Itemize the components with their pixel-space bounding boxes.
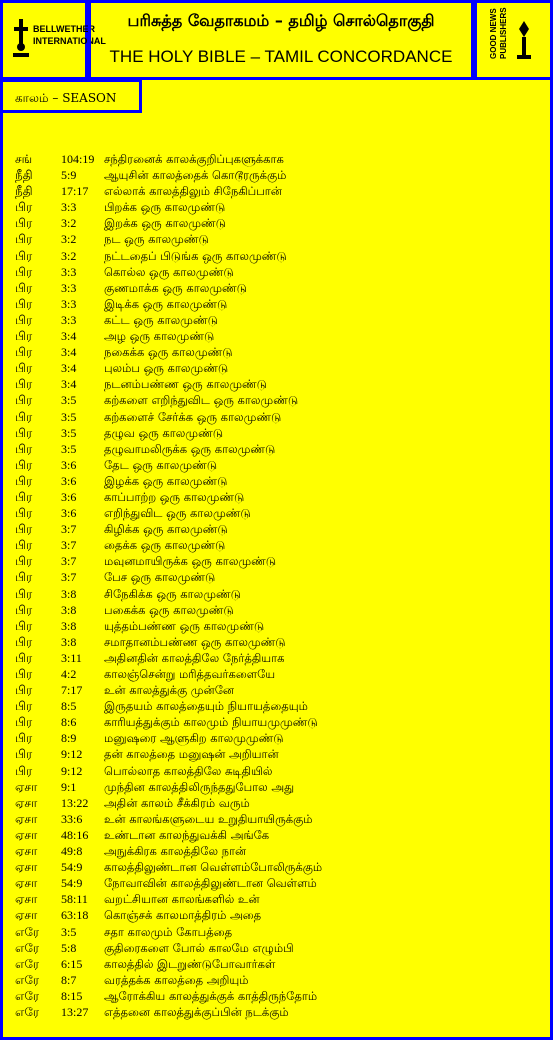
concordance-entry <box>0 167 553 183</box>
entry-reference: 7:17 <box>61 683 83 698</box>
entry-reference: 3:4 <box>61 329 77 344</box>
concordance-entry <box>0 779 553 795</box>
lamp-icon <box>11 17 31 59</box>
entry-reference: 104:19 <box>61 152 95 166</box>
concordance-entry <box>0 537 553 553</box>
entry-phrase: எல்லாக் காலத்திலும் சிநேகிப்பான் <box>104 184 282 199</box>
concordance-entry <box>0 328 553 344</box>
concordance-entry <box>0 425 553 441</box>
entry-book: பிர <box>15 296 33 311</box>
concordance-entry <box>0 553 553 569</box>
concordance-entry <box>0 586 553 602</box>
entry-phrase: மனுஷரை ஆளுகிற காலமுமுண்டு <box>104 731 284 746</box>
entry-reference: 4:2 <box>61 667 77 681</box>
entry-reference: 3:5 <box>61 924 77 939</box>
entry-reference: 3:3 <box>61 280 77 295</box>
entry-phrase: குதிரைகளை போல் காலமே எழும்பி <box>104 940 294 955</box>
concordance-entry <box>0 473 553 489</box>
entry-reference: 8:5 <box>61 699 77 714</box>
entry-phrase: நகைக்க ஒரு காலமுண்டு <box>104 345 233 360</box>
entry-reference: 3:2 <box>61 248 77 263</box>
concordance-entry <box>0 183 553 199</box>
concordance-entry <box>0 376 553 392</box>
concordance-entry <box>0 763 553 779</box>
concordance-entry <box>0 730 553 746</box>
good-news-logo <box>474 0 553 80</box>
concordance-entry <box>0 1004 553 1020</box>
concordance-entry <box>0 280 553 296</box>
entry-book: பிர <box>15 763 33 778</box>
entry-book: பிர <box>15 441 33 456</box>
entry-phrase: இருதயம் காலத்தையும் நியாயத்தையும் <box>104 699 308 714</box>
entry-reference: 3:7 <box>61 570 77 585</box>
concordance-entry <box>0 859 553 875</box>
entry-phrase: நட ஒரு காலமுண்டு <box>104 232 209 247</box>
entry-book: பிர <box>15 522 33 537</box>
entry-phrase: நடனம்பண்ண ஒரு காலமுண்டு <box>104 377 267 392</box>
concordance-entry <box>0 618 553 634</box>
entry-reference: 9:1 <box>61 779 77 794</box>
concordance-entry <box>0 248 553 264</box>
bellwether-logo <box>0 0 106 80</box>
entry-reference: 6:15 <box>61 956 83 971</box>
entry-phrase: பேச ஒரு காலமுண்டு <box>104 570 216 585</box>
page-header <box>0 0 553 80</box>
concordance-entry <box>0 344 553 360</box>
entry-phrase: பிறக்க ஒரு காலமுண்டு <box>104 200 226 215</box>
entry-book: பிர <box>15 618 33 633</box>
entry-phrase: உண்டான காலந்துவக்கி அங்கே <box>104 827 270 842</box>
concordance-entry <box>0 360 553 376</box>
entry-phrase: அநுக்கிரக காலத்திலே நான் <box>104 844 247 859</box>
entry-book: சங் <box>15 152 33 166</box>
entry-reference: 3:3 <box>61 312 77 327</box>
entry-book: பிர <box>15 650 33 665</box>
entry-book: பிர <box>15 377 33 392</box>
concordance-entry <box>0 956 553 972</box>
torch-icon <box>514 19 534 61</box>
bellwether-logo-line-2: INTERNATIONAL <box>33 36 106 46</box>
entry-book: பிர <box>15 602 33 617</box>
entry-phrase: தேட ஒரு காலமுண்டு <box>104 457 217 472</box>
entry-book: ஏசா <box>15 795 38 810</box>
entry-phrase: எத்தனை காலத்துக்குப்பின் நடக்கும் <box>104 1004 289 1019</box>
entry-reference: 8:15 <box>61 988 83 1003</box>
entry-book: ஏசா <box>15 908 38 923</box>
entry-book: பிர <box>15 409 33 424</box>
good-news-logo-line-1: GOOD NEWS <box>489 8 498 59</box>
entry-phrase: தழுவாமலிருக்க ஒரு காலமுண்டு <box>104 441 276 456</box>
entry-phrase: அழ ஒரு காலமுண்டு <box>104 329 215 344</box>
entry-phrase: தழுவ ஒரு காலமுண்டு <box>104 425 223 440</box>
entry-reference: 3:6 <box>61 473 77 488</box>
entry-phrase: ஆரோக்கிய காலத்துக்குக் காத்திருந்தோம் <box>104 988 318 1003</box>
concordance-entry <box>0 634 553 650</box>
entry-book: பிர <box>15 683 33 698</box>
entry-reference: 3:6 <box>61 506 77 521</box>
entry-book: எரே <box>15 956 40 971</box>
concordance-title-box <box>88 0 474 80</box>
entry-book: பிர <box>15 248 33 263</box>
entry-reference: 13:27 <box>61 1004 89 1019</box>
entry-book: ஏசா <box>15 860 38 875</box>
entry-phrase: புலம்ப ஒரு காலமுண்டு <box>104 361 229 376</box>
concordance-entry <box>0 827 553 843</box>
concordance-entry <box>0 489 553 505</box>
entry-book: பிர <box>15 699 33 714</box>
entry-phrase: இறக்க ஒரு காலமுண்டு <box>104 216 226 231</box>
entry-book: எரே <box>15 924 40 939</box>
entry-reference: 3:6 <box>61 457 77 472</box>
concordance-entry <box>0 940 553 956</box>
entry-reference: 3:8 <box>61 602 77 617</box>
entry-book: எரே <box>15 972 40 987</box>
entry-phrase: காலஞ்சென்று மரித்தவர்களையே <box>104 667 276 681</box>
entry-book: பிர <box>15 329 33 344</box>
entry-reference: 5:9 <box>61 168 77 183</box>
entry-reference: 49:8 <box>61 844 83 859</box>
entry-reference: 8:9 <box>61 731 77 746</box>
entry-reference: 13:22 <box>61 795 89 810</box>
entry-book: பிர <box>15 457 33 472</box>
entry-phrase: எறிந்துவிட ஒரு காலமுண்டு <box>104 506 251 521</box>
entry-reference: 9:12 <box>61 747 83 762</box>
entry-phrase: உன் காலங்களுடைய உறுதியாயிருக்கும் <box>104 811 313 826</box>
entry-book: பிர <box>15 506 33 521</box>
concordance-entry <box>0 264 553 280</box>
entry-reference: 33:6 <box>61 811 83 826</box>
entry-book: பிர <box>15 586 33 601</box>
entry-book: பிர <box>15 345 33 360</box>
entry-phrase: கட்ட ஒரு காலமுண்டு <box>104 312 218 327</box>
entry-reference: 3:8 <box>61 634 77 649</box>
entry-book: பிர <box>15 473 33 488</box>
concordance-entry <box>0 666 553 682</box>
entry-phrase: வறட்சியான காலங்களில் உன் <box>104 892 260 907</box>
concordance-entry <box>0 650 553 666</box>
entry-phrase: முந்தின காலத்திலிருந்ததுபோல அது <box>104 779 295 794</box>
entry-reference: 3:6 <box>61 489 77 504</box>
concordance-entry <box>0 231 553 247</box>
concordance-entry <box>0 312 553 328</box>
entry-reference: 3:8 <box>61 586 77 601</box>
entry-book: பிர <box>15 280 33 295</box>
english-title: THE HOLY BIBLE – TAMIL CONCORDANCE <box>109 47 453 66</box>
entry-book: பிர <box>15 425 33 440</box>
concordance-entry <box>0 682 553 698</box>
entry-phrase: தன் காலத்தை மனுஷன் அறியான் <box>104 747 279 762</box>
entry-book: எரே <box>15 1004 40 1019</box>
entry-reference: 3:7 <box>61 522 77 537</box>
entry-reference: 58:11 <box>61 892 88 907</box>
entry-reference: 3:4 <box>61 345 77 360</box>
entry-reference: 3:5 <box>61 425 77 440</box>
entry-phrase: சந்திரனைக் காலக்குறிப்புகளுக்காக <box>104 152 284 166</box>
entry-book: ஏசா <box>15 827 38 842</box>
entry-phrase: காப்பாற்ற ஒரு காலமுண்டு <box>104 489 245 504</box>
entry-book: பிர <box>15 634 33 649</box>
entry-book: பிர <box>15 667 33 681</box>
entry-phrase: ஆயுசின் காலத்தைக் கொடூரருக்கும் <box>104 168 287 183</box>
entry-phrase: கொல்ல ஒரு காலமுண்டு <box>104 264 234 279</box>
entry-phrase: அதினதின் காலத்திலே நேர்த்தியாக <box>104 650 285 665</box>
entry-reference: 3:11 <box>61 650 82 665</box>
concordance-entry <box>0 151 553 167</box>
entry-phrase: இடிக்க ஒரு காலமுண்டு <box>104 296 228 311</box>
entry-book: ஏசா <box>15 811 38 826</box>
entry-reference: 9:12 <box>61 763 83 778</box>
entry-book: பிர <box>15 570 33 585</box>
entry-phrase: யுத்தம்பண்ண ஒரு காலமுண்டு <box>104 618 265 633</box>
entry-phrase: கற்களைச் சேர்க்க ஒரு காலமுண்டு <box>104 409 282 424</box>
entry-reference: 5:8 <box>61 940 77 955</box>
concordance-entry <box>0 409 553 425</box>
concordance-entry <box>0 602 553 618</box>
entry-book: பிர <box>15 393 33 408</box>
concordance-entry <box>0 811 553 827</box>
concordance-entry <box>0 441 553 457</box>
concordance-entry <box>0 907 553 923</box>
entry-reference: 63:18 <box>61 908 89 923</box>
entry-book: நீதி <box>15 184 33 199</box>
entry-reference: 54:9 <box>61 876 83 891</box>
entry-phrase: சிநேகிக்க ஒரு காலமுண்டு <box>104 586 241 601</box>
entry-reference: 3:5 <box>61 393 77 408</box>
entry-book: பிர <box>15 731 33 746</box>
entry-book: பிர <box>15 554 33 569</box>
entry-reference: 3:4 <box>61 361 77 376</box>
entry-reference: 17:17 <box>61 184 89 199</box>
concordance-entry <box>0 392 553 408</box>
entry-phrase: கொஞ்சக் காலமாத்திரம் அதை <box>104 908 262 923</box>
entry-reference: 8:6 <box>61 715 77 730</box>
entry-reference: 3:4 <box>61 377 77 392</box>
keyword-heading-box <box>0 79 142 113</box>
concordance-entry <box>0 746 553 762</box>
concordance-entry <box>0 988 553 1004</box>
entry-phrase: பொல்லாத காலத்திலே சுடிதியில் <box>104 763 273 778</box>
entry-reference: 8:7 <box>61 972 77 987</box>
entry-book: பிர <box>15 264 33 279</box>
concordance-entry <box>0 972 553 988</box>
entry-book: ஏசா <box>15 876 38 891</box>
entry-book: பிர <box>15 489 33 504</box>
entry-book: பிர <box>15 216 33 231</box>
entry-phrase: காலத்தில் இடறுண்டுபோவார்கள் <box>104 956 276 971</box>
bellwether-logo-line-1: BELLWETHER <box>33 24 95 34</box>
entry-reference: 3:8 <box>61 618 77 633</box>
entry-book: பிர <box>15 538 33 553</box>
concordance-entry <box>0 875 553 891</box>
concordance-entry <box>0 795 553 811</box>
entry-book: பிர <box>15 747 33 762</box>
entry-book: பிர <box>15 312 33 327</box>
entry-book: பிர <box>15 232 33 247</box>
entry-reference: 3:3 <box>61 296 77 311</box>
entry-phrase: உன் காலத்துக்கு முன்னே <box>104 683 235 698</box>
concordance-entry <box>0 199 553 215</box>
entry-reference: 3:2 <box>61 232 77 247</box>
entry-phrase: மவுனமாயிருக்க ஒரு காலமுண்டு <box>104 554 277 569</box>
entry-phrase: குணமாக்க ஒரு காலமுண்டு <box>104 280 247 295</box>
entry-book: பிர <box>15 361 33 376</box>
entry-reference: 54:9 <box>61 860 83 875</box>
entry-phrase: நோவாவின் காலத்திலுண்டான வெள்ளம் <box>104 876 317 891</box>
concordance-entry <box>0 924 553 940</box>
entry-phrase: காரியத்துக்கும் காலமும் நியாயமுமுண்டு <box>104 715 318 730</box>
entry-phrase: தைக்க ஒரு காலமுண்டு <box>104 538 226 553</box>
concordance-entry <box>0 891 553 907</box>
concordance-entry <box>0 569 553 585</box>
entry-book: பிர <box>15 715 33 730</box>
entry-phrase: சதா காலமும் கோபத்தை <box>104 924 233 939</box>
entry-phrase: சமாதானம்பண்ண ஒரு காலமுண்டு <box>104 634 286 649</box>
entry-book: பிர <box>15 200 33 215</box>
entry-reference: 3:3 <box>61 200 77 215</box>
entry-phrase: இழக்க ஒரு காலமுண்டு <box>104 473 228 488</box>
entry-phrase: பகைக்க ஒரு காலமுண்டு <box>104 602 234 617</box>
entry-reference: 48:16 <box>61 827 89 842</box>
entry-phrase: வரத்தக்க காலத்தை அறியும் <box>104 972 249 987</box>
concordance-entry <box>0 215 553 231</box>
entry-book: எரே <box>15 940 40 955</box>
concordance-entry <box>0 698 553 714</box>
entry-book: எரே <box>15 988 40 1003</box>
concordance-entry <box>0 714 553 730</box>
good-news-logo-text <box>489 7 509 59</box>
entry-book: ஏசா <box>15 779 38 794</box>
concordance-entry <box>0 505 553 521</box>
concordance-entry <box>0 457 553 473</box>
tamil-title: பரிசுத்த வேதாகமம் – தமிழ் சொல்தொகுதி <box>127 11 435 30</box>
entry-phrase: கிழிக்க ஒரு காலமுண்டு <box>104 522 228 537</box>
entry-book: ஏசா <box>15 844 38 859</box>
concordance-entry <box>0 843 553 859</box>
entry-reference: 3:5 <box>61 441 77 456</box>
concordance-entries <box>0 151 553 1020</box>
entry-reference: 3:7 <box>61 554 77 569</box>
entry-reference: 3:3 <box>61 264 77 279</box>
entry-reference: 3:5 <box>61 409 77 424</box>
entry-book: நீதி <box>15 168 33 183</box>
keyword-heading: காலம் – SEASON <box>15 91 117 105</box>
entry-book: ஏசா <box>15 892 38 907</box>
entry-reference: 3:2 <box>61 216 77 231</box>
entry-reference: 3:7 <box>61 538 77 553</box>
entry-phrase: காலத்திலுண்டான வெள்ளம்போலிருக்கும் <box>104 860 323 875</box>
entry-phrase: கற்களை எறிந்துவிட ஒரு காலமுண்டு <box>104 393 299 408</box>
good-news-logo-line-2: PUBLISHERS <box>499 7 508 59</box>
concordance-entry <box>0 296 553 312</box>
concordance-entry <box>0 521 553 537</box>
entry-phrase: அதின் காலம் சீக்கிரம் வரும் <box>104 795 250 810</box>
entry-phrase: நட்டதைப் பிடுங்க ஒரு காலமுண்டு <box>104 248 287 263</box>
